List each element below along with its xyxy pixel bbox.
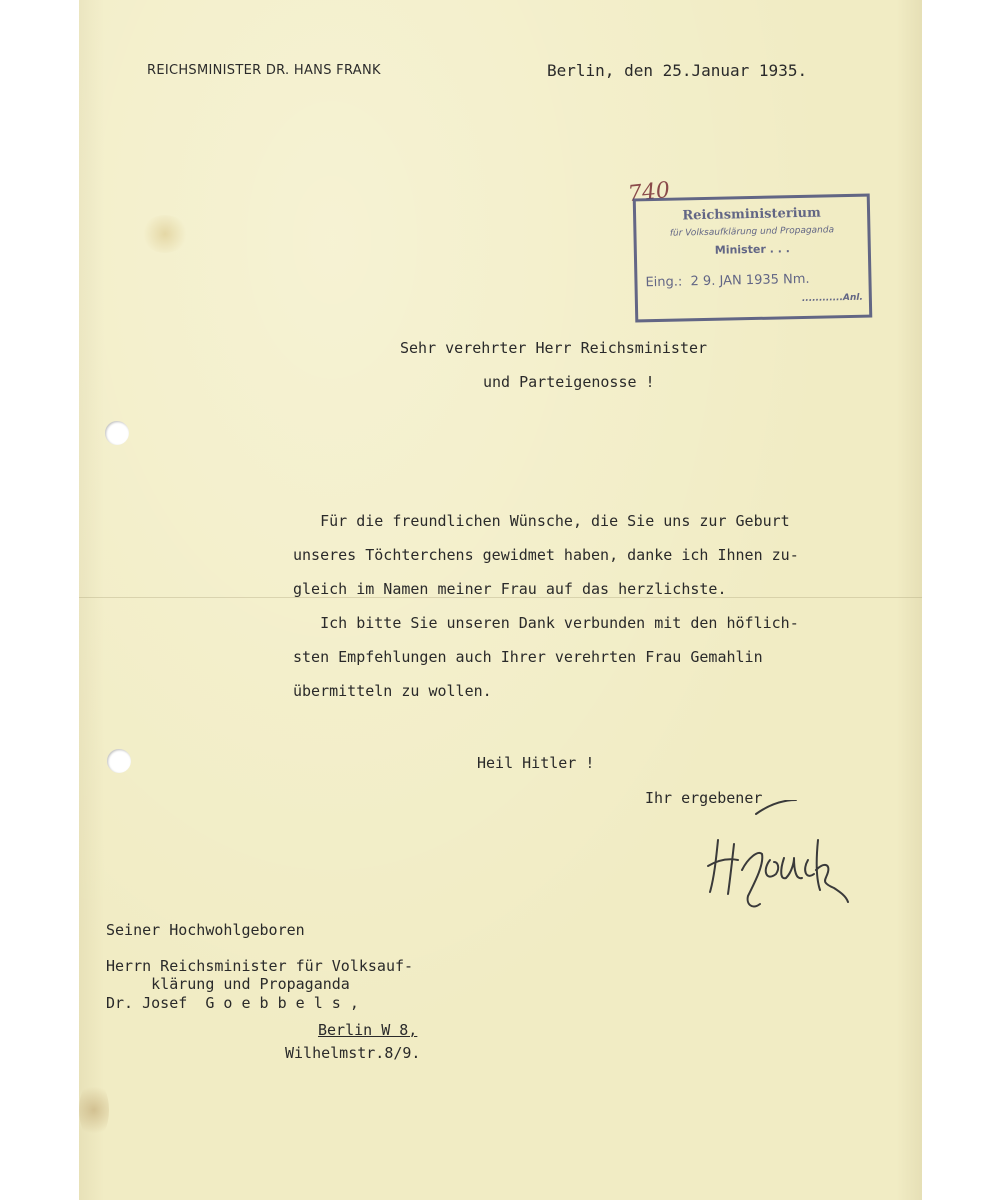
address-street: Wilhelmstr.8/9. <box>285 1044 421 1062</box>
stamp-office: Minister . . . <box>714 242 790 257</box>
stamp-received-date: Eing.: 2 9. JAN 1935 Nm. <box>645 271 810 291</box>
received-stamp <box>633 194 873 323</box>
body-line: übermitteln zu wollen. <box>293 682 492 700</box>
address-recipient: Dr. Josef G o e b b e l s , <box>106 994 359 1012</box>
body-line: Für die freundlichen Wünsche, die Sie uns zur Geburt <box>293 512 790 530</box>
registry-number: 740 <box>626 177 672 208</box>
salutation-line-1: Sehr verehrter Herr Reichsminister <box>400 339 708 357</box>
stamp-ministry: Reichsministerium <box>682 205 821 224</box>
body-line: sten Empfehlungen auch Ihrer verehrten Frau Gemahlin <box>293 648 763 666</box>
closing-greeting: Heil Hitler ! <box>477 754 595 772</box>
body-line: unseres Töchterchens gewidmet haben, danke ich Ihnen zu- <box>293 546 799 564</box>
punch-hole-top <box>105 421 129 445</box>
paper-stain <box>79 1080 109 1140</box>
address-line-3: klärung und Propaganda <box>106 975 350 993</box>
salutation-line-2: und Parteigenosse ! <box>483 373 655 391</box>
letterhead: REICHSMINISTER DR. HANS FRANK <box>147 63 381 78</box>
body-line: Ich bitte Sie unseren Dank verbunden mit den höflich- <box>293 614 799 632</box>
stamp-attachments: ............Anl. <box>801 292 863 304</box>
handwritten-signature <box>700 800 860 920</box>
address-city: Berlin W 8, <box>318 1021 418 1039</box>
paper-stain <box>141 215 189 253</box>
punch-hole-bottom <box>107 749 131 773</box>
address-line-2: Herrn Reichsminister für Volksauf- <box>106 957 414 975</box>
body-line: gleich im Namen meiner Frau auf das herzlichste. <box>293 580 727 598</box>
valediction: Ihr ergebener <box>645 789 763 807</box>
letter-paper <box>79 0 922 1200</box>
date-line: Berlin, den 25.Januar 1935. <box>547 61 808 80</box>
address-line-1: Seiner Hochwohlgeboren <box>106 921 305 939</box>
stamp-department: für Volksaufklärung und Propaganda <box>669 225 835 239</box>
